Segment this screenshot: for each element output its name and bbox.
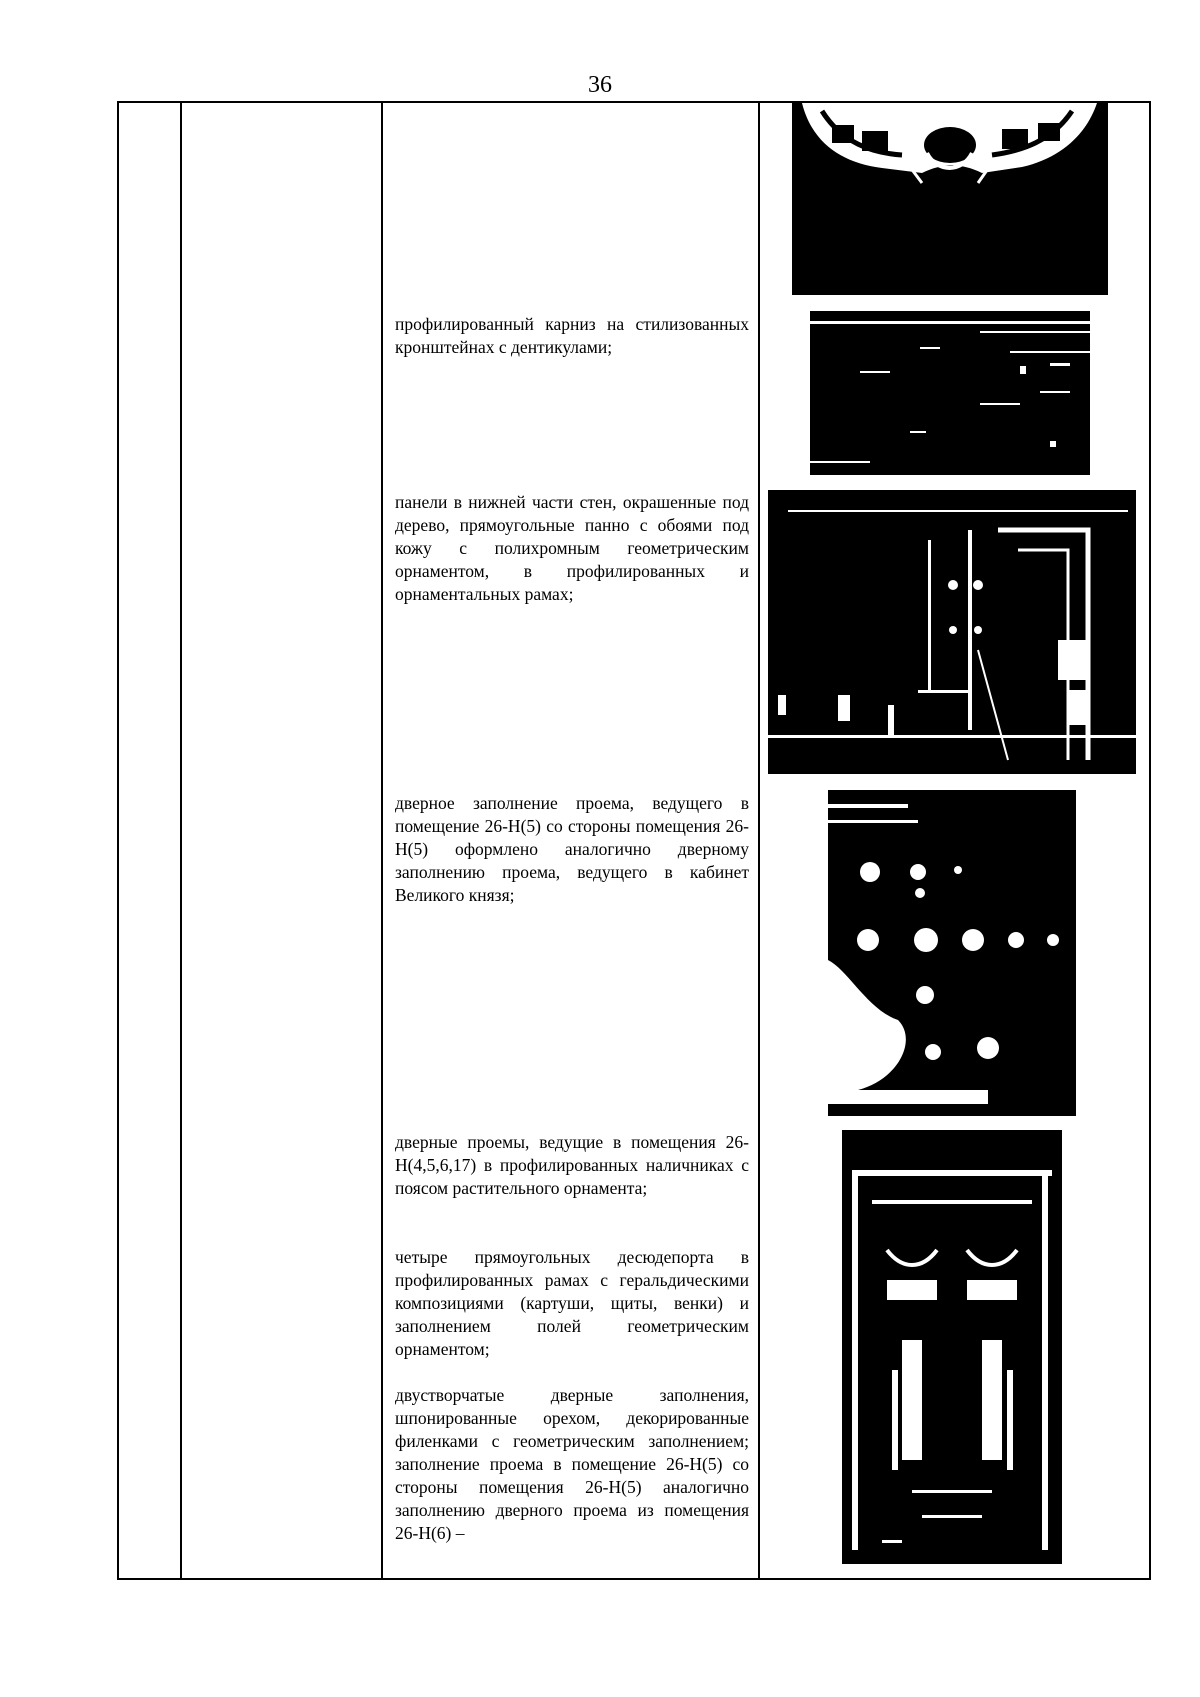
photo-cornice (810, 311, 1090, 475)
table-column-divider (381, 101, 383, 1580)
entry-text-door-fill: дверное заполнение проема, ведущего в помещение 26-Н(5) со стороны помещения 26-Н(5) оформлено аналогично дверному заполнению проема, ведущего в кабинет Великого князя; (395, 793, 749, 905)
photo-wall-panels (768, 490, 1136, 774)
photo-door-ornament (828, 790, 1076, 1116)
entry-text-doorways: дверные проемы, ведущие в помещения 26-Н(4,5,6,17) в профилированных наличниках с поясом растительного орнамента; (395, 1132, 749, 1198)
table-column-divider (180, 101, 182, 1580)
entry-text-overdoors: четыре прямоугольных десюдепорта в профилированных рамах с геральдическими композициями (картуши, щиты, венки) и заполнением полей геометрическим орнаментом; (395, 1247, 749, 1359)
page-number: 36 (588, 72, 612, 98)
photo-ceiling-ornament (792, 103, 1108, 295)
entry-text-cornice: профилированный карниз на стилизованных кронштейнах с дентикулами; (395, 314, 749, 357)
photo-doorway-overdoors (842, 1130, 1062, 1564)
entry-text-double-doors: двустворчатые дверные заполнения, шпонированные орехом, декорированные филенками с геометрическим заполнением; заполнение проема в помещение 26-Н(5) со стороны помещения 26-Н(5) аналогично заполнению дверного проема из помещения 26-Н(6) – (395, 1385, 749, 1543)
entry-text-wall-panels: панели в нижней части стен, окрашенные под дерево, прямоугольные панно с обоями под кожу с полихромным геометрическим орнаментом, в профилированных и орнаментальных рамах; (395, 492, 749, 604)
table-column-divider (758, 101, 760, 1580)
